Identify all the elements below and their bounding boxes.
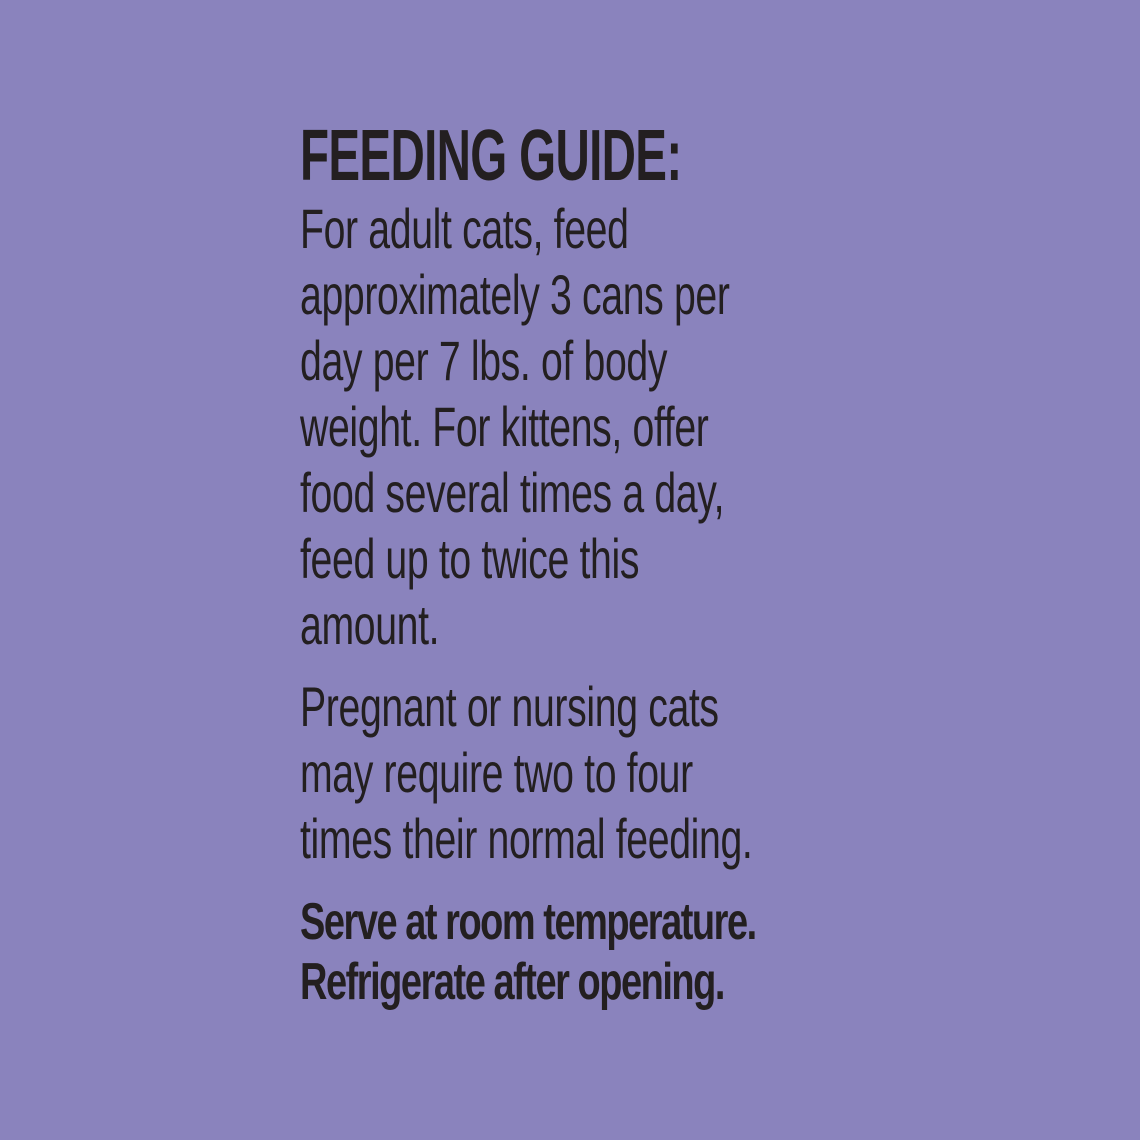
serving-storage-note [300,892,860,1012]
note-line: Serve at room temperature. [300,893,756,951]
instruction-line: may require two to four [300,741,693,804]
instruction-line: approximately 3 cans per [300,263,730,326]
feeding-guide-panel [300,112,860,1012]
instruction-line: day per 7 lbs. of body [300,329,668,392]
instruction-line: food several times a day, [300,461,725,524]
instruction-line: times their normal feeding. [300,807,753,870]
instruction-line: For adult cats, feed [300,197,629,260]
adult-kitten-instructions [300,196,860,658]
note-line: Refrigerate after opening. [300,953,724,1011]
feeding-guide-heading: FEEDING GUIDE: [300,116,682,196]
instruction-line: Pregnant or nursing cats [300,675,719,738]
instruction-line: weight. For kittens, offer [300,395,709,458]
pregnant-nursing-instructions [300,674,860,872]
instruction-line: amount. [300,593,440,656]
instruction-line: feed up to twice this [300,527,640,590]
